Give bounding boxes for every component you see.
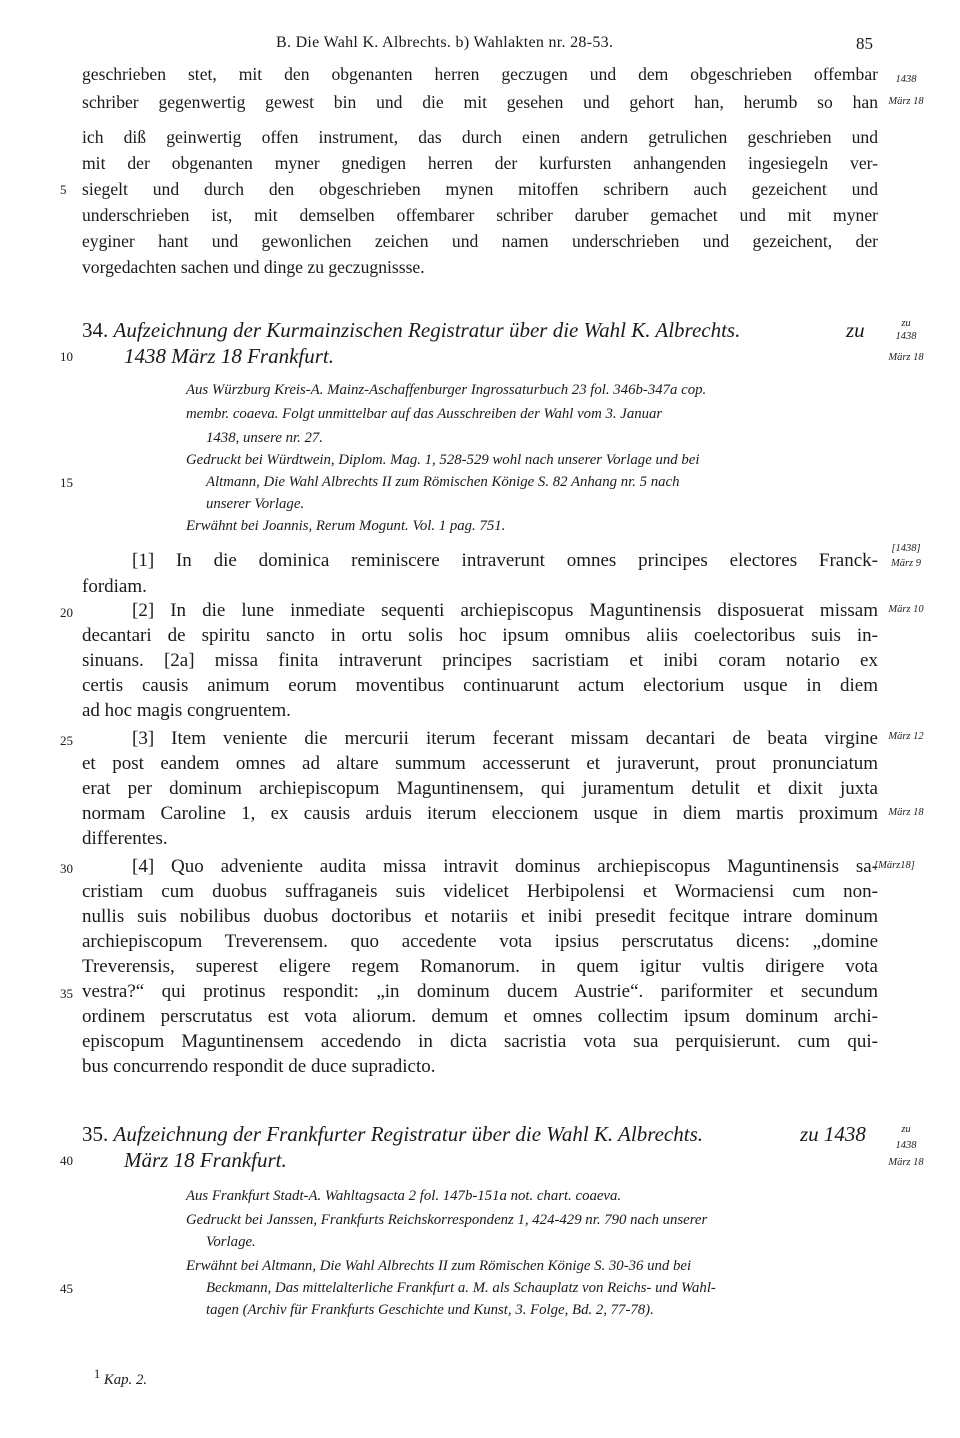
margin-note-date-9: März 9 (890, 558, 922, 569)
section-34-line-7: ad hoc magis congruentem. (82, 700, 291, 721)
section-34-source-1: Aus Würzburg Kreis-A. Mainz-Aschaffenburger Ingrossaturbuch 23 fol. 346b-347a cop. (186, 382, 707, 398)
section-34-line-5: sinuans. [2a] missa finita intraverunt principes sacristiam et inibi coram notario ex (82, 650, 878, 671)
section-34-para-4: [4] Quo adveniente audita missa intravit dominus archiepiscopus Maguntinensis sa- (132, 856, 878, 877)
intro-line-3: ich diß geinwertig offen instrument, das durch einen andern getrulichen geschrieben und (82, 127, 878, 147)
footnote-mark: 1 (94, 1367, 101, 1381)
margin-note-date-34: März 18 (888, 352, 924, 363)
section-34-line-15: nullis suis nobilibus duobus doctoribus et notariis et inibi presedit fecitque intrare dominum (82, 906, 878, 927)
section-34-source-5: Altmann, Die Wahl Albrechts II zum Römischen Könige S. 82 Anhang nr. 5 nach (206, 474, 680, 490)
margin-note-date-10: März 10 (888, 604, 924, 615)
section-34-number: 34. (82, 318, 109, 342)
page-number: 85 (856, 34, 873, 53)
line-number-30: 30 (60, 861, 73, 876)
section-35-source-2: Gedruckt bei Janssen, Frankfurts Reichskorrespondenz 1, 424-429 nr. 790 nach unserer (186, 1212, 708, 1228)
line-number-15: 15 (60, 475, 73, 490)
section-35-source-6: tagen (Archiv für Frankfurts Geschichte und Kunst, 3. Folge, Bd. 2, 77-78). (206, 1302, 654, 1318)
line-number-25: 25 (60, 733, 73, 748)
section-34-line-18: vestra?“ qui protinus respondit: „in dominum ducem Austrie“. pariformiter et secundum (82, 981, 878, 1002)
margin-note-zu-35: zu (901, 1124, 911, 1135)
line-number-35: 35 (60, 986, 73, 1001)
section-35-number: 35. (82, 1122, 109, 1146)
margin-note-year-35: 1438 (895, 1140, 917, 1151)
section-34-source-6: unserer Vorlage. (206, 496, 305, 512)
section-34-line-20: episcopum Maguntinensem accedendo in dicta sacristia vota sua perquisierunt. cum qui- (82, 1031, 878, 1052)
section-34-line-9: et post eandem omnes ad altare summum accesserunt et juraverunt, prout pronunciatum (82, 753, 878, 774)
section-34-line-17: Treverensis, superest eligere regem Romanorum. in quem igitur vultis dirigere vota (82, 956, 878, 977)
section-34-line-21: bus concurrendo respondit de duce supradicto. (82, 1056, 436, 1077)
margin-note-year-bracket: [1438] (891, 543, 921, 554)
line-number-40: 40 (60, 1153, 73, 1168)
section-34-line-11: normam Caroline 1, ex causis arduis iterum eleccionem usque in diem martis proximum (82, 803, 878, 824)
section-34-line-14: cristiam cum duobus suffraganeis suis videlicet Herbipolensi et Wormaciensi cum non- (82, 881, 878, 902)
margin-note-year: 1438 (895, 74, 917, 85)
section-34-para-3: [3] Item veniente die mercurii iterum fecerant missam decantari de beata virgine (132, 728, 878, 749)
intro-line-4: mit der obgenanten myner gnedigen herren der kurfursten anhangenden ingesiegeln ver- (82, 153, 878, 173)
section-35-source-3: Vorlage. (206, 1234, 256, 1250)
section-34-line-12: differentes. (82, 828, 168, 849)
margin-note-zu-34: zu (901, 318, 911, 329)
section-34-line-2: fordiam. (82, 576, 147, 597)
line-number-45: 45 (60, 1281, 73, 1296)
section-34-para-2: [2] In die lune inmediate sequenti archiepiscopus Maguntinensis disposuerat missam (132, 600, 878, 621)
section-34-source-2: membr. coaeva. Folgt unmittelbar auf das Ausschreiben der Wahl vom 3. Januar (186, 406, 663, 422)
intro-line-5: siegelt und durch den obgeschrieben mynen mitoffen schribern auch gezeichent und (82, 179, 878, 199)
margin-note-date-18: März 18 (888, 807, 924, 818)
margin-note-date: März 18 (888, 96, 924, 107)
intro-line-2: schriber gegenwertig gewest bin und die mit gesehen und gehort han, herumb so han (82, 92, 878, 112)
running-title: B. Die Wahl K. Albrechts. b) Wahlakten nr. 28-53. (276, 34, 614, 51)
margin-note-year-34: 1438 (895, 331, 917, 342)
section-35-title: Aufzeichnung der Frankfurter Registratur über die Wahl K. Albrechts. (113, 1122, 704, 1146)
section-35-source-4: Erwähnt bei Altmann, Die Wahl Albrechts II zum Römischen Könige S. 30-36 und bei (186, 1258, 692, 1274)
intro-line-7: eyginer hant und gewonlichen zeichen und namen underschrieben und gezeichent, der (82, 231, 878, 251)
section-34-line-6: certis causis animum eorum moventibus continuarunt actum electorium usque in diem (82, 675, 878, 696)
section-35-zu: zu 1438 (800, 1122, 866, 1146)
footnote-text: Kap. 2. (103, 1371, 148, 1388)
intro-line-8: vorgedachten sachen und dinge zu geczugnissse. (82, 257, 425, 277)
intro-line-6: underschrieben ist, mit demselben offembarer schriber daruber gemachet und mit myner (82, 205, 878, 225)
line-number-5: 5 (60, 182, 67, 197)
section-34-source-4: Gedruckt bei Würdtwein, Diplom. Mag. 1, 528-529 wohl nach unserer Vorlage und bei (186, 452, 700, 468)
section-34-source-7: Erwähnt bei Joannis, Rerum Mogunt. Vol. 1 pag. 751. (186, 518, 506, 534)
section-34-para-1: [1] In die dominica reminiscere intraverunt omnes principes electores Franck- (132, 550, 878, 571)
section-34-title-line-2: 1438 März 18 Frankfurt. (124, 344, 334, 368)
margin-note-date-35: März 18 (888, 1157, 924, 1168)
section-34-title-line-1 (82, 316, 878, 344)
line-number-20: 20 (60, 605, 73, 620)
section-34-line-4: decantari de spiritu sancto in ortu solis hoc ipsum omnibus aliis coelectoribus suis in- (82, 625, 878, 646)
section-34-zu: zu (846, 318, 865, 342)
section-35-title-line-1 (82, 1120, 878, 1148)
margin-note-date-12: März 12 (888, 731, 924, 742)
section-34-line-16: archiepiscopum Treverensem. quo accedente vota ipsius perscrutatus dicens: „domine (82, 931, 878, 952)
footnote (94, 1362, 294, 1393)
section-35-title-line-2: März 18 Frankfurt. (124, 1148, 287, 1172)
section-34-source-3: 1438, unsere nr. 27. (206, 430, 324, 446)
section-35-source-1: Aus Frankfurt Stadt-A. Wahltagsacta 2 fol. 147b-151a not. chart. coaeva. (186, 1188, 622, 1204)
running-head (0, 34, 960, 58)
section-34-title: Aufzeichnung der Kurmainzischen Registratur über die Wahl K. Albrechts. (113, 318, 741, 342)
section-34-line-19: ordinem perscrutatus est vota aliorum. demum et omnes collectim ipsum dominum archi- (82, 1006, 878, 1027)
section-35-source-5: Beckmann, Das mittelalterliche Frankfurt a. M. als Schauplatz von Reichs- und Wahl- (206, 1280, 716, 1296)
intro-line-1: geschrieben stet, mit den obgenanten herren geczugen und dem obgeschrieben offembar (82, 64, 878, 84)
line-number-10: 10 (60, 349, 73, 364)
section-34-line-10: erat per dominum archiepiscopum Maguntinensem, qui juramentum detulit et dixit juxta (82, 778, 878, 799)
margin-note-date-18-bracket: [März18] (874, 860, 915, 871)
